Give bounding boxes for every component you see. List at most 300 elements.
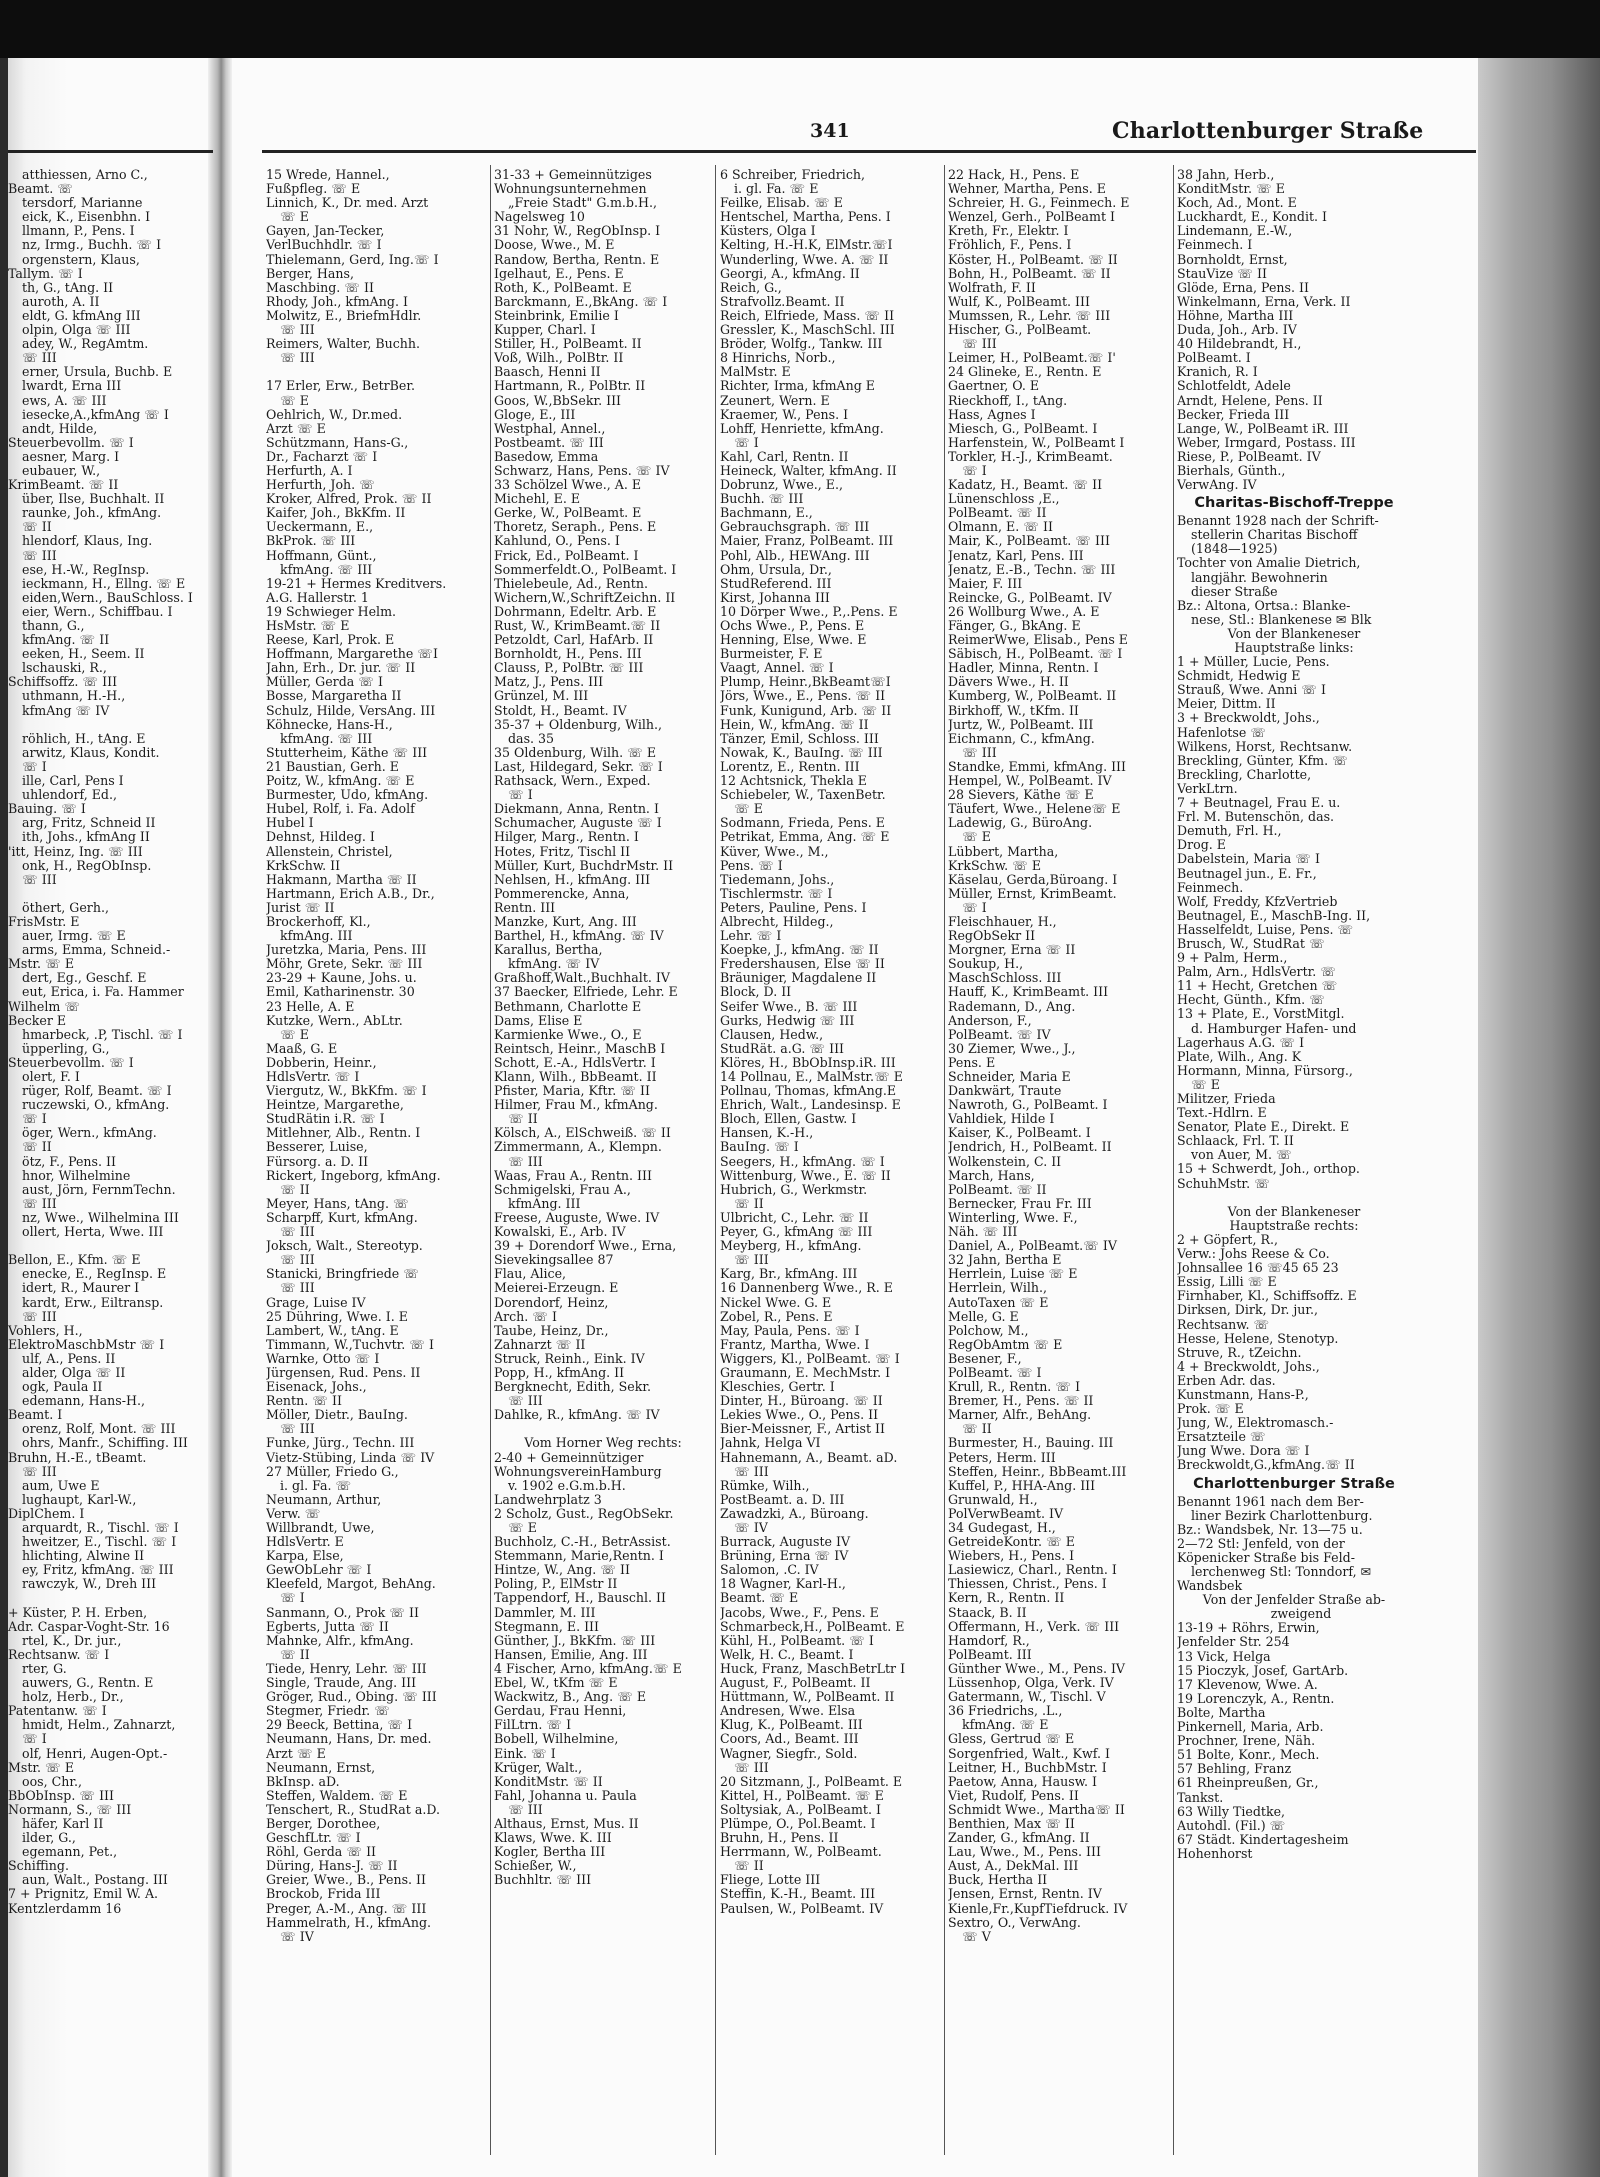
directory-entry-line: Ebel, W., tKfm ☏ E (494, 1676, 618, 1691)
directory-entry-line: Stoldt, H., Beamt. IV (494, 703, 627, 718)
directory-entry-line: lerchenweg Stl: Tonndorf, ✉ (1191, 1565, 1372, 1579)
directory-entry-line: 15 Pioczyk, Josef, GartArb. (1177, 1663, 1349, 1678)
directory-entry-line: Viet, Rudolf, Pens. II (948, 1788, 1079, 1803)
directory-entry-line: Mair, K., PolBeamt. ☏ III (948, 534, 1110, 549)
directory-entry-line: ☏ III (280, 1422, 315, 1437)
directory-entry-line: Rathsack, Wern., Exped. (494, 774, 651, 789)
directory-entry-line: Stanicki, Bringfriede ☏ (266, 1267, 419, 1282)
directory-entry-line: Schmarbeck,H., PolBeamt. E (720, 1619, 905, 1634)
directory-entry-line: häfer, Karl II (22, 1816, 104, 1831)
directory-entry-line: 35-37 + Oldenburg, Wilh., (494, 717, 662, 732)
directory-entry-line: Schmidt Wwe., Martha☏ II (948, 1802, 1125, 1817)
directory-entry-line: 33 Schölzel Wwe., A. E (494, 478, 642, 493)
directory-entry-line: MalMstr. E (720, 365, 791, 380)
directory-entry-line: 'itt, Heinz, Ing. ☏ III (8, 844, 143, 859)
directory-entry-line: auwers, G., Rentn. E (22, 1676, 154, 1691)
directory-entry-line: Struve, R., tZeichn. (1177, 1345, 1302, 1360)
directory-entry-line: Dobrunz, Wwe., E., (720, 478, 844, 493)
directory-entry-line: Koch, Ad., Mont. E (1177, 196, 1297, 211)
directory-entry-line: Rechtsanw. ☏ I (8, 1647, 110, 1662)
directory-entry-line: Lindemann, E.-W., (1177, 224, 1293, 239)
directory-entry-line: Bolte, Martha (1177, 1705, 1266, 1720)
directory-entry-line: ☏ I (22, 759, 47, 774)
directory-entry-line: Schiffsoffz. ☏ III (8, 675, 118, 690)
directory-entry-line: Dorendorf, Heinz, (494, 1295, 609, 1310)
directory-entry-line: Bergknecht, Edith, Sekr. (494, 1380, 652, 1395)
directory-entry-line: 4 Fischer, Arno, kfmAng.☏ E (494, 1661, 682, 1676)
directory-entry-line: Ohm, Ursula, Dr., (720, 562, 832, 577)
directory-entry-line: 17 Erler, Erw., BetrBer. (266, 379, 416, 394)
directory-entry-line: Bräuniger, Magdalene II (720, 971, 877, 986)
directory-entry-line: ese, H.-W., RegInsp. (22, 562, 150, 577)
directory-entry-line: Schiebeler, W., TaxenBetr. (720, 788, 886, 803)
directory-entry-line: ith, Johs., kfmAng II (22, 830, 150, 845)
directory-entry-line: Meierei-Erzeugn. E (494, 1281, 619, 1296)
directory-entry-line: Patentanw. ☏ I (8, 1704, 107, 1719)
directory-entry-line: Emil, Katharinenstr. 30 (266, 985, 415, 1000)
directory-entry-line: PolVerwBeamt. IV (948, 1506, 1064, 1521)
directory-entry-line: Müller, Ernst, KrimBeamt. (948, 886, 1117, 901)
directory-entry-line: 39 + Dorendorf Wwe., Erna, (494, 1239, 677, 1254)
directory-entry-line: Schmigelski, Frau A., (494, 1182, 631, 1197)
directory-entry-line: üpperling, G., (22, 1041, 110, 1056)
directory-entry-line: Näh. ☏ III (948, 1225, 1018, 1240)
directory-entry-line: Kentzlerdamm 16 (8, 1901, 122, 1916)
directory-entry-line: Adr. Caspar-Voght-Str. 16 (8, 1619, 170, 1634)
directory-entry-line: ☏ III (734, 1464, 769, 1479)
directory-entry-line: Zobel, R., Pens. E (720, 1309, 833, 1324)
directory-entry-line: rtel, K., Dr. jur., (22, 1633, 122, 1648)
directory-entry-line: Maaß, G. E (266, 1041, 338, 1056)
directory-entry-line: Tochter von Amalie Dietrich, (1177, 556, 1361, 571)
directory-entry-line: Wilkens, Horst, Rechtsanw. (1177, 739, 1353, 754)
directory-entry-line: ☏ III (22, 1464, 57, 1479)
directory-entry-line: StauVize ☏ II (1177, 266, 1268, 281)
directory-column-4 (948, 168, 1170, 2158)
directory-entry-line: 34 Gudegast, H., (948, 1521, 1056, 1535)
directory-entry-line: Mstr. ☏ E (8, 957, 75, 972)
directory-entry-line: Röhl, Gerda ☏ II (266, 1845, 377, 1860)
directory-entry-line: hmarbeck, .P, Tischl. ☏ I (22, 1027, 183, 1042)
directory-entry-line: Feinmech. (1177, 880, 1244, 895)
directory-entry-line: 63 Willy Tiedtke, (1177, 1804, 1286, 1819)
directory-entry-line: edemann, Hans-H., (22, 1394, 145, 1409)
directory-entry-line: ☏ I (22, 1112, 47, 1127)
directory-entry-line: Kittel, H., PolBeamt. ☏ E (720, 1788, 884, 1803)
directory-entry-line: Nickel Wwe. G. E (720, 1295, 832, 1310)
directory-entry-line: Manzke, Kurt, Ang. III (494, 914, 637, 929)
directory-entry-line: 13-19 + Röhrs, Erwin, (1177, 1621, 1320, 1636)
directory-entry-line: BbObInsp. ☏ III (8, 1788, 114, 1803)
directory-entry-line: Burmeister, F. E (720, 647, 823, 662)
directory-entry-line: Hakmann, Martha ☏ II (266, 872, 417, 887)
directory-entry-line: Goos, W.,BbSekr. III (494, 393, 622, 408)
directory-entry-line: 7 + Prignitz, Emil W. A. (8, 1887, 159, 1902)
directory-entry-line: Schützmann, Hans-G., (266, 435, 409, 450)
directory-entry-line: Hauptstraße rechts: (1229, 1218, 1359, 1233)
directory-entry-line: 1 + Müller, Lucie, Pens. (1177, 655, 1330, 670)
directory-entry-line: Stegmann, E. III (494, 1619, 600, 1634)
directory-entry-line: Kienle,Fr.,KupfTiefdruck. IV (948, 1901, 1128, 1916)
directory-entry-line: PolBeamt. ☏ II (948, 1182, 1047, 1197)
directory-entry-line: kfmAng. ☏ E (962, 1718, 1049, 1733)
directory-entry-line: Senator, Plate E., Direkt. E (1177, 1120, 1350, 1135)
directory-entry-line: Nowak, K., BauIng. ☏ III (720, 745, 883, 760)
directory-entry-line: Jenatz, Karl, Pens. III (948, 548, 1084, 563)
column-divider (944, 165, 945, 2155)
directory-entry-line: 25 Dühring, Wwe. I. E (266, 1309, 408, 1324)
directory-entry-line: Fürsorg. a. D. II (266, 1154, 369, 1169)
directory-entry-line: Kupper, Charl. I (494, 323, 596, 338)
directory-entry-line: Köster, H., PolBeamt. ☏ II (948, 252, 1118, 267)
directory-entry-line: ☏ III (280, 1253, 315, 1268)
directory-entry-line: ☏ V (962, 1929, 991, 1944)
directory-entry-line: Hauff, K., KrimBeamt. III (948, 985, 1109, 1000)
directory-entry-line: PolBeamt. ☏ II (948, 506, 1047, 521)
directory-entry-line: Von der Jenfelder Straße ab- (1202, 1593, 1386, 1608)
directory-entry-line: Hass, Agnes I (948, 407, 1036, 422)
directory-entry-line: Schiffing. (8, 1859, 69, 1874)
directory-entry-line: Buck, Hertha II (948, 1873, 1048, 1888)
directory-entry-line: Rechtsanw. ☏ (1177, 1317, 1270, 1332)
directory-entry-line: Graßhoff,Walt.,Buchhalt. IV (494, 971, 670, 986)
directory-entry-line: Jendrich, H., PolBeamt. II (948, 1140, 1112, 1155)
directory-entry-line: Hintze, W., Ang. ☏ II (494, 1563, 631, 1578)
directory-entry-line: dert, Eg., Geschf. E (22, 971, 147, 986)
directory-entry-line: stellerin Charitas Bischoff (1191, 528, 1358, 543)
directory-entry-line: Hubrich, G., Werkmstr. (720, 1182, 868, 1197)
directory-entry-line: Marner, Alfr., BehAng. (948, 1408, 1092, 1423)
directory-entry-line: Kahl, Carl, Rentn. II (720, 449, 849, 464)
directory-entry-line: Bier-Meissner, F., Artist II (720, 1422, 885, 1437)
directory-entry-line: eiden,Wern., BauSchloss. I (22, 590, 193, 605)
directory-entry-line: ☏ III (22, 872, 57, 887)
directory-entry-line: 3 + Breckwoldt, Johs., (1177, 711, 1320, 726)
directory-entry-line: andt, Hilde, (22, 421, 98, 436)
directory-entry-line: Stemmann, Marie,Rentn. I (494, 1549, 664, 1564)
directory-entry-line: 16 Dannenberg Wwe., R. E (720, 1281, 893, 1296)
directory-entry-line: VerkLtrn. (1177, 781, 1238, 796)
directory-entry-line: Viergutz, W., BkKfm. ☏ I (266, 1084, 427, 1099)
directory-entry-line: Poitz, W., kfmAng. ☏ E (266, 774, 415, 789)
directory-entry-line: Buchhltr. ☏ III (494, 1873, 592, 1888)
directory-entry-line: arms, Emma, Schneid.- (22, 943, 171, 958)
directory-entry-line: Kreth, Fr., Elektr. I (948, 224, 1069, 239)
directory-entry-line: tersdorf, Marianne (22, 196, 143, 211)
directory-entry-line: ☏ II (22, 1140, 52, 1155)
directory-entry-line: Lohff, Henriette, kfmAng. (720, 421, 884, 436)
directory-entry-line: StudRätin i.R. ☏ I (266, 1112, 385, 1127)
directory-entry-line: Schmidt, Hedwig E (1177, 669, 1301, 684)
directory-entry-line: Mitlehner, Alb., Rentn. I (266, 1126, 421, 1141)
directory-entry-line: Arch. ☏ I (494, 1309, 558, 1324)
directory-entry-line: Täufert, Wwe., Helene☏ E (948, 802, 1121, 817)
directory-entry-line: Benthien, Max ☏ II (948, 1816, 1075, 1831)
directory-entry-line: Seifer Wwe., B. ☏ III (720, 999, 858, 1014)
directory-entry-line: Eink. ☏ I (494, 1746, 556, 1761)
directory-entry-line: Hesse, Helene, Stenotyp. (1177, 1331, 1339, 1346)
directory-entry-line: Grünzel, M. III (494, 689, 589, 704)
directory-entry-line: GewObLehr ☏ I (266, 1563, 372, 1578)
directory-entry-line: BkProk. ☏ III (266, 534, 356, 549)
directory-entry-line: eldt, G. kfmAng III (22, 308, 141, 323)
directory-entry-line: Von der Blankeneser (1227, 626, 1361, 641)
directory-entry-line: Prochner, Irene, Näh. (1177, 1734, 1316, 1749)
directory-entry-line: VerlBuchhdlr. ☏ I (266, 238, 382, 253)
directory-entry-line: Palm, Arn., HdlsVertr. ☏ (1177, 965, 1337, 980)
directory-entry-line: Gerdau, Frau Henni, (494, 1704, 627, 1719)
directory-entry-line: ☏ I (962, 900, 987, 915)
directory-entry-line: Wackwitz, B., Ang. ☏ E (494, 1690, 647, 1705)
directory-entry-line: lughaupt, Karl-W., (22, 1492, 137, 1507)
directory-entry-line: Kelting, H.-H.K, ElMstr.☏I (720, 238, 893, 253)
directory-entry-line: ille, Carl, Pens I (22, 774, 124, 789)
directory-entry-line: Allenstein, Christel, (266, 844, 393, 859)
directory-entry-line: kardt, Erw., Eiltransp. (22, 1295, 164, 1310)
directory-entry-line: Säbisch, H., PolBeamt. ☏ I (948, 647, 1123, 662)
directory-entry-line: Bloch, Ellen, Gastw. I (720, 1112, 857, 1127)
directory-entry-line: ogk, Paula II (22, 1380, 103, 1395)
directory-entry-line: Standke, Emmi, kfmAng. III (948, 759, 1127, 774)
directory-entry-line: Lasiewicz, Charl., Rentn. I (948, 1563, 1117, 1578)
directory-entry-line: Reich, G., (720, 280, 782, 295)
directory-entry-line: ☏ III (22, 1309, 57, 1324)
directory-entry-line: Becker, Frieda III (1177, 407, 1290, 422)
directory-entry-line: nese, Stl.: Blankenese ✉ Blk (1191, 612, 1372, 627)
directory-entry-line: 57 Behling, Franz (1177, 1762, 1292, 1777)
directory-entry-line: i. gl. Fa. ☏ E (734, 182, 819, 197)
directory-entry-line: Hadler, Minna, Rentn. I (948, 661, 1099, 676)
directory-entry-line: holz, Herb., Dr., (22, 1690, 124, 1705)
directory-entry-line: Klug, K., PolBeamt. III (720, 1718, 863, 1733)
directory-entry-line: Wiebers, H., Pens. I (948, 1549, 1075, 1564)
directory-entry-line: Arndt, Helene, Pens. II (1177, 393, 1323, 408)
directory-entry-line: ews, A. ☏ III (22, 393, 107, 408)
directory-entry-line: 8 Hinrichs, Norb., (720, 351, 836, 366)
directory-entry-line: olpin, Olga ☏ III (22, 323, 131, 338)
directory-entry-line: AutoTaxen ☏ E (948, 1295, 1049, 1310)
directory-entry-line: Kroker, Alfred, Prok. ☏ II (266, 492, 432, 507)
directory-entry-line: Jörs, Wwe., E., Pens. ☏ II (720, 689, 886, 704)
directory-entry-line: nz, Wwe., Wilhelmina III (22, 1210, 179, 1225)
column-divider (490, 165, 491, 2155)
directory-entry-line: Landwehrplatz 3 (494, 1492, 602, 1507)
directory-entry-line: 23 Helle, A. E (266, 999, 355, 1014)
directory-entry-line: Bohn, H., PolBeamt. ☏ II (948, 266, 1111, 281)
directory-entry-line: Hubel, Rolf, i. Fa. Adolf (266, 802, 415, 817)
directory-entry-line: Arzt ☏ E (266, 1746, 326, 1761)
directory-entry-line: Brockerhoff, Kl., (266, 914, 371, 929)
directory-entry-line: Glöde, Erna, Pens. II (1177, 280, 1309, 295)
directory-entry-line: 13 Vick, Helga (1177, 1649, 1271, 1664)
directory-entry-line: Rümke, Wilh., (720, 1478, 810, 1493)
directory-entry-line: Lorentz, E., Rentn. III (720, 759, 860, 774)
directory-entry-line: von Auer, M. ☏ (1191, 1148, 1292, 1163)
directory-entry-line: Hilmer, Frau M., kfmAng. (494, 1098, 658, 1113)
directory-entry-line: Jurtz, W., PolBeamt. III (948, 717, 1094, 732)
directory-entry-line: Breckwoldt,G.,kfmAng.☏ II (1177, 1458, 1355, 1473)
directory-entry-line: Breckling, Charlotte, (1177, 767, 1312, 782)
directory-entry-line: Beutnagel, E., MaschB-Ing. II, (1177, 908, 1371, 923)
directory-entry-line: Thielemann, Gerd, Ing.☏ I (266, 252, 439, 267)
directory-entry-line: Tiedemann, Johs., (720, 872, 835, 887)
directory-entry-line: v. 1902 e.G.m.b.H. (508, 1478, 626, 1493)
directory-entry-line: Flau, Alice, (494, 1267, 567, 1282)
directory-entry-line: Lünenschloss ,E., (948, 492, 1060, 507)
directory-entry-line: RegObSekr II (948, 929, 1036, 944)
directory-entry-line: Dr., Facharzt ☏ I (266, 449, 378, 464)
directory-entry-line: 13 + Plate, E., VorstMitgl. (1177, 1007, 1345, 1022)
directory-entry-line: Nagelsweg 10 (494, 210, 585, 225)
directory-entry-line: Stiller, H., PolBeamt. II (494, 337, 642, 352)
directory-entry-line: Polchow, M., (948, 1323, 1029, 1338)
directory-entry-line: Verw.: Johs Reese & Co. (1177, 1247, 1330, 1262)
directory-entry-line: Petrikat, Emma, Ang. ☏ E (720, 830, 890, 845)
directory-entry-line (494, 1422, 712, 1436)
directory-entry-line (8, 718, 208, 732)
directory-entry-line: Hischer, G., PolBeamt. (948, 323, 1092, 338)
directory-entry-line: Möhr, Grete, Sekr. ☏ III (266, 957, 423, 972)
directory-entry-line: 15 Wrede, Hannel., (266, 168, 390, 182)
directory-entry-line: Jürgensen, Rud. Pens. II (266, 1365, 421, 1380)
directory-entry-line (8, 1239, 208, 1253)
directory-entry-line: ☏ III (962, 337, 997, 352)
directory-entry-line: Clauss, P., PolBtr. ☏ III (494, 661, 644, 676)
directory-entry-line: Buchholz, C.-H., BetrAssist. (494, 1535, 671, 1550)
directory-entry-line: Autohdl. (Fil.) ☏ (1177, 1818, 1286, 1833)
directory-entry-line: Maschbing. ☏ II (266, 280, 375, 295)
directory-entry-line: Wilhelm ☏ (8, 999, 81, 1014)
directory-entry-line: adey, W., RegAmtm. (22, 337, 149, 352)
directory-entry-line: Gurks, Hedwig ☏ III (720, 1013, 855, 1028)
directory-entry-line: kfmAng. III (508, 1196, 581, 1211)
directory-entry-line: liner Bezirk Charlottenburg. (1191, 1508, 1373, 1523)
directory-entry-line: Aust, A., DekMal. III (948, 1859, 1079, 1874)
directory-entry-line: über, Ilse, Buchhalt. II (22, 492, 165, 507)
directory-entry-line: Wagner, Siegfr., Sold. (720, 1746, 858, 1761)
directory-entry-line: Ladewig, G., BüroAng. (948, 816, 1093, 831)
directory-entry-line: Lehr. ☏ I (720, 929, 782, 944)
column-divider (715, 165, 716, 2155)
directory-entry-line: ☏ III (280, 1225, 315, 1240)
directory-entry-line: Sommerfeldt.O., PolBeamt. I (494, 562, 677, 577)
directory-entry-line: ☏ III (508, 1802, 543, 1817)
directory-entry-line: Becker E (8, 1013, 67, 1028)
directory-entry-line: Bierhals, Günth., (1177, 463, 1286, 478)
directory-entry-line: Seegers, H., kfmAng. ☏ I (720, 1154, 885, 1169)
directory-entry-line: Stegmer, Friedr. ☏ (266, 1704, 390, 1719)
directory-entry-line: Pens. ☏ I (720, 858, 783, 873)
directory-entry-line: 32 Jahn, Bertha E (948, 1253, 1062, 1268)
directory-entry-line: Müller, Gerda ☏ I (266, 675, 383, 690)
directory-entry-line: Harfenstein, W., PolBeamt I (948, 435, 1125, 450)
directory-entry-line: ☏ II (280, 1182, 310, 1197)
directory-entry-line: Bz.: Altona, Ortsa.: Blanke- (1177, 598, 1351, 613)
directory-entry-line: rüger, Rolf, Beamt. ☏ I (22, 1084, 172, 1099)
directory-entry-line: Bröder, Wolfg., Tankw. III (720, 337, 883, 352)
directory-entry-line: ☏ E (508, 1521, 537, 1535)
directory-entry-line: Dams, Elise E (494, 1013, 583, 1028)
directory-entry-line: Struck, Reinh., Eink. IV (494, 1351, 645, 1366)
directory-entry-line: Fußpfleg. ☏ E (266, 182, 361, 197)
directory-entry-line: Pens. E (948, 1055, 996, 1070)
directory-entry-line: hlendorf, Klaus, Ing. (22, 534, 153, 549)
directory-entry-line: kfmAng. ☏ III (280, 562, 373, 577)
directory-entry-line: Kirst, Johanna III (720, 590, 830, 605)
directory-entry-line: Hansen, Emilie, Ang. III (494, 1647, 648, 1662)
directory-entry-line: Bruhn, H.-E., tBeamt. (8, 1450, 147, 1465)
directory-entry-line: Köhnecke, Hans-H., (266, 717, 393, 732)
directory-entry-line: Steuerbevollm. ☏ I (8, 435, 134, 450)
directory-entry-line: Günther, J., BkKfm. ☏ III (494, 1633, 656, 1648)
directory-entry-line: Wehner, Martha, Pens. E (948, 182, 1106, 197)
directory-entry-line: Klöres, H., BbObInsp.iR. III (720, 1055, 896, 1070)
directory-entry-line: Wolkenstein, C. II (948, 1154, 1062, 1169)
directory-entry-line: Benannt 1961 nach dem Ber- (1177, 1494, 1364, 1509)
directory-entry-line: ☏ III (280, 323, 315, 338)
directory-entry-line: Grunwald, H., (948, 1492, 1038, 1507)
directory-entry-line: Klann, Wilh., BbBeamt. II (494, 1070, 657, 1084)
directory-entry-line: Egberts, Jutta ☏ II (266, 1619, 389, 1634)
directory-entry-line: Karg, Br., kfmAng. III (720, 1267, 858, 1282)
directory-entry-line: Bosse, Margaretha II (266, 689, 402, 704)
directory-entry-line: erner, Ursula, Buchb. E (22, 365, 173, 380)
directory-entry-line: Hasselfeldt, Luise, Pens. ☏ (1177, 922, 1354, 937)
directory-entry-line: Last, Hildegard, Sekr. ☏ I (494, 759, 663, 774)
directory-entry-line: ☏ I (962, 463, 987, 478)
directory-entry-line: Kühl, H., PolBeamt. ☏ I (720, 1633, 874, 1648)
directory-entry-line: Bornholdt, Ernst, (1177, 252, 1288, 267)
directory-entry-line: 19-21 + Hermes Kreditvers. (266, 576, 447, 591)
directory-entry-line: Barckmann, E.,BkAng. ☏ I (494, 294, 668, 309)
directory-entry-line: KonditMstr. ☏ E (1177, 182, 1285, 197)
directory-entry-line: Pfister, Maria, Kftr. ☏ II (494, 1084, 650, 1099)
directory-entry-line: Hoffmann, Margarethe ☏I (266, 647, 439, 662)
directory-entry-line: uthmann, H.-H., (22, 689, 126, 704)
directory-entry-line: (1848—1925) (1191, 542, 1278, 557)
directory-entry-line: Sievekingsallee 87 (494, 1253, 614, 1268)
directory-entry-line: aum, Uwe E (22, 1478, 100, 1493)
directory-entry-line: Breckling, Günter, Kfm. ☏ (1177, 753, 1348, 768)
directory-entry-line: Neumann, Hans, Dr. med. (266, 1732, 432, 1747)
directory-entry-line: Tänzer, Emil, Schloss. III (720, 731, 879, 746)
directory-entry-line: Kaiser, K., PolBeamt. I (948, 1126, 1091, 1141)
directory-entry-line: Leimer, H., PolBeamt.☏ I' (948, 351, 1116, 366)
directory-entry-line: Heineck, Walter, kfmAng. II (720, 463, 897, 478)
page-number: 341 (810, 120, 850, 142)
directory-entry-line: Dammler, M. III (494, 1605, 596, 1620)
directory-entry-line: Steuerbevollm. ☏ I (8, 1055, 134, 1070)
directory-entry-line: 29 Beeck, Bettina, ☏ I (266, 1718, 413, 1733)
directory-entry-line: Kuffel, P., HHA-Ang. III (948, 1478, 1096, 1493)
directory-entry-line: Single, Traude, Ang. III (266, 1676, 417, 1691)
directory-entry-line: Oehlrich, W., Dr.med. (266, 407, 403, 422)
directory-entry-line: Höhne, Martha III (1177, 308, 1294, 323)
directory-entry-line: 35 Oldenburg, Wilh. ☏ E (494, 745, 657, 760)
directory-entry-line: Herrmann, W., PolBeamt. (720, 1845, 882, 1860)
directory-entry-line: Riese, P., PolBeamt. IV (1177, 449, 1321, 464)
directory-entry-line: Kölsch, A., ElSchweiß. ☏ II (494, 1126, 671, 1141)
directory-entry-line: oos, Chr., (22, 1774, 83, 1789)
directory-entry-line: Kleefeld, Margot, BehAng. (266, 1577, 436, 1592)
directory-entry-line: Bachmann, E., (720, 506, 813, 521)
directory-entry-line: Küver, Wwe., M., (720, 844, 829, 859)
directory-entry-line: Bruhn, H., Pens. II (720, 1831, 839, 1846)
directory-entry-line: Funke, Jürg., Techn. III (266, 1436, 415, 1451)
street-heading: Charlottenburger Straße (1193, 1475, 1395, 1492)
prev-page-column (8, 168, 208, 2158)
directory-entry-line: 23-29 + Kaune, Johs. u. (266, 971, 417, 986)
